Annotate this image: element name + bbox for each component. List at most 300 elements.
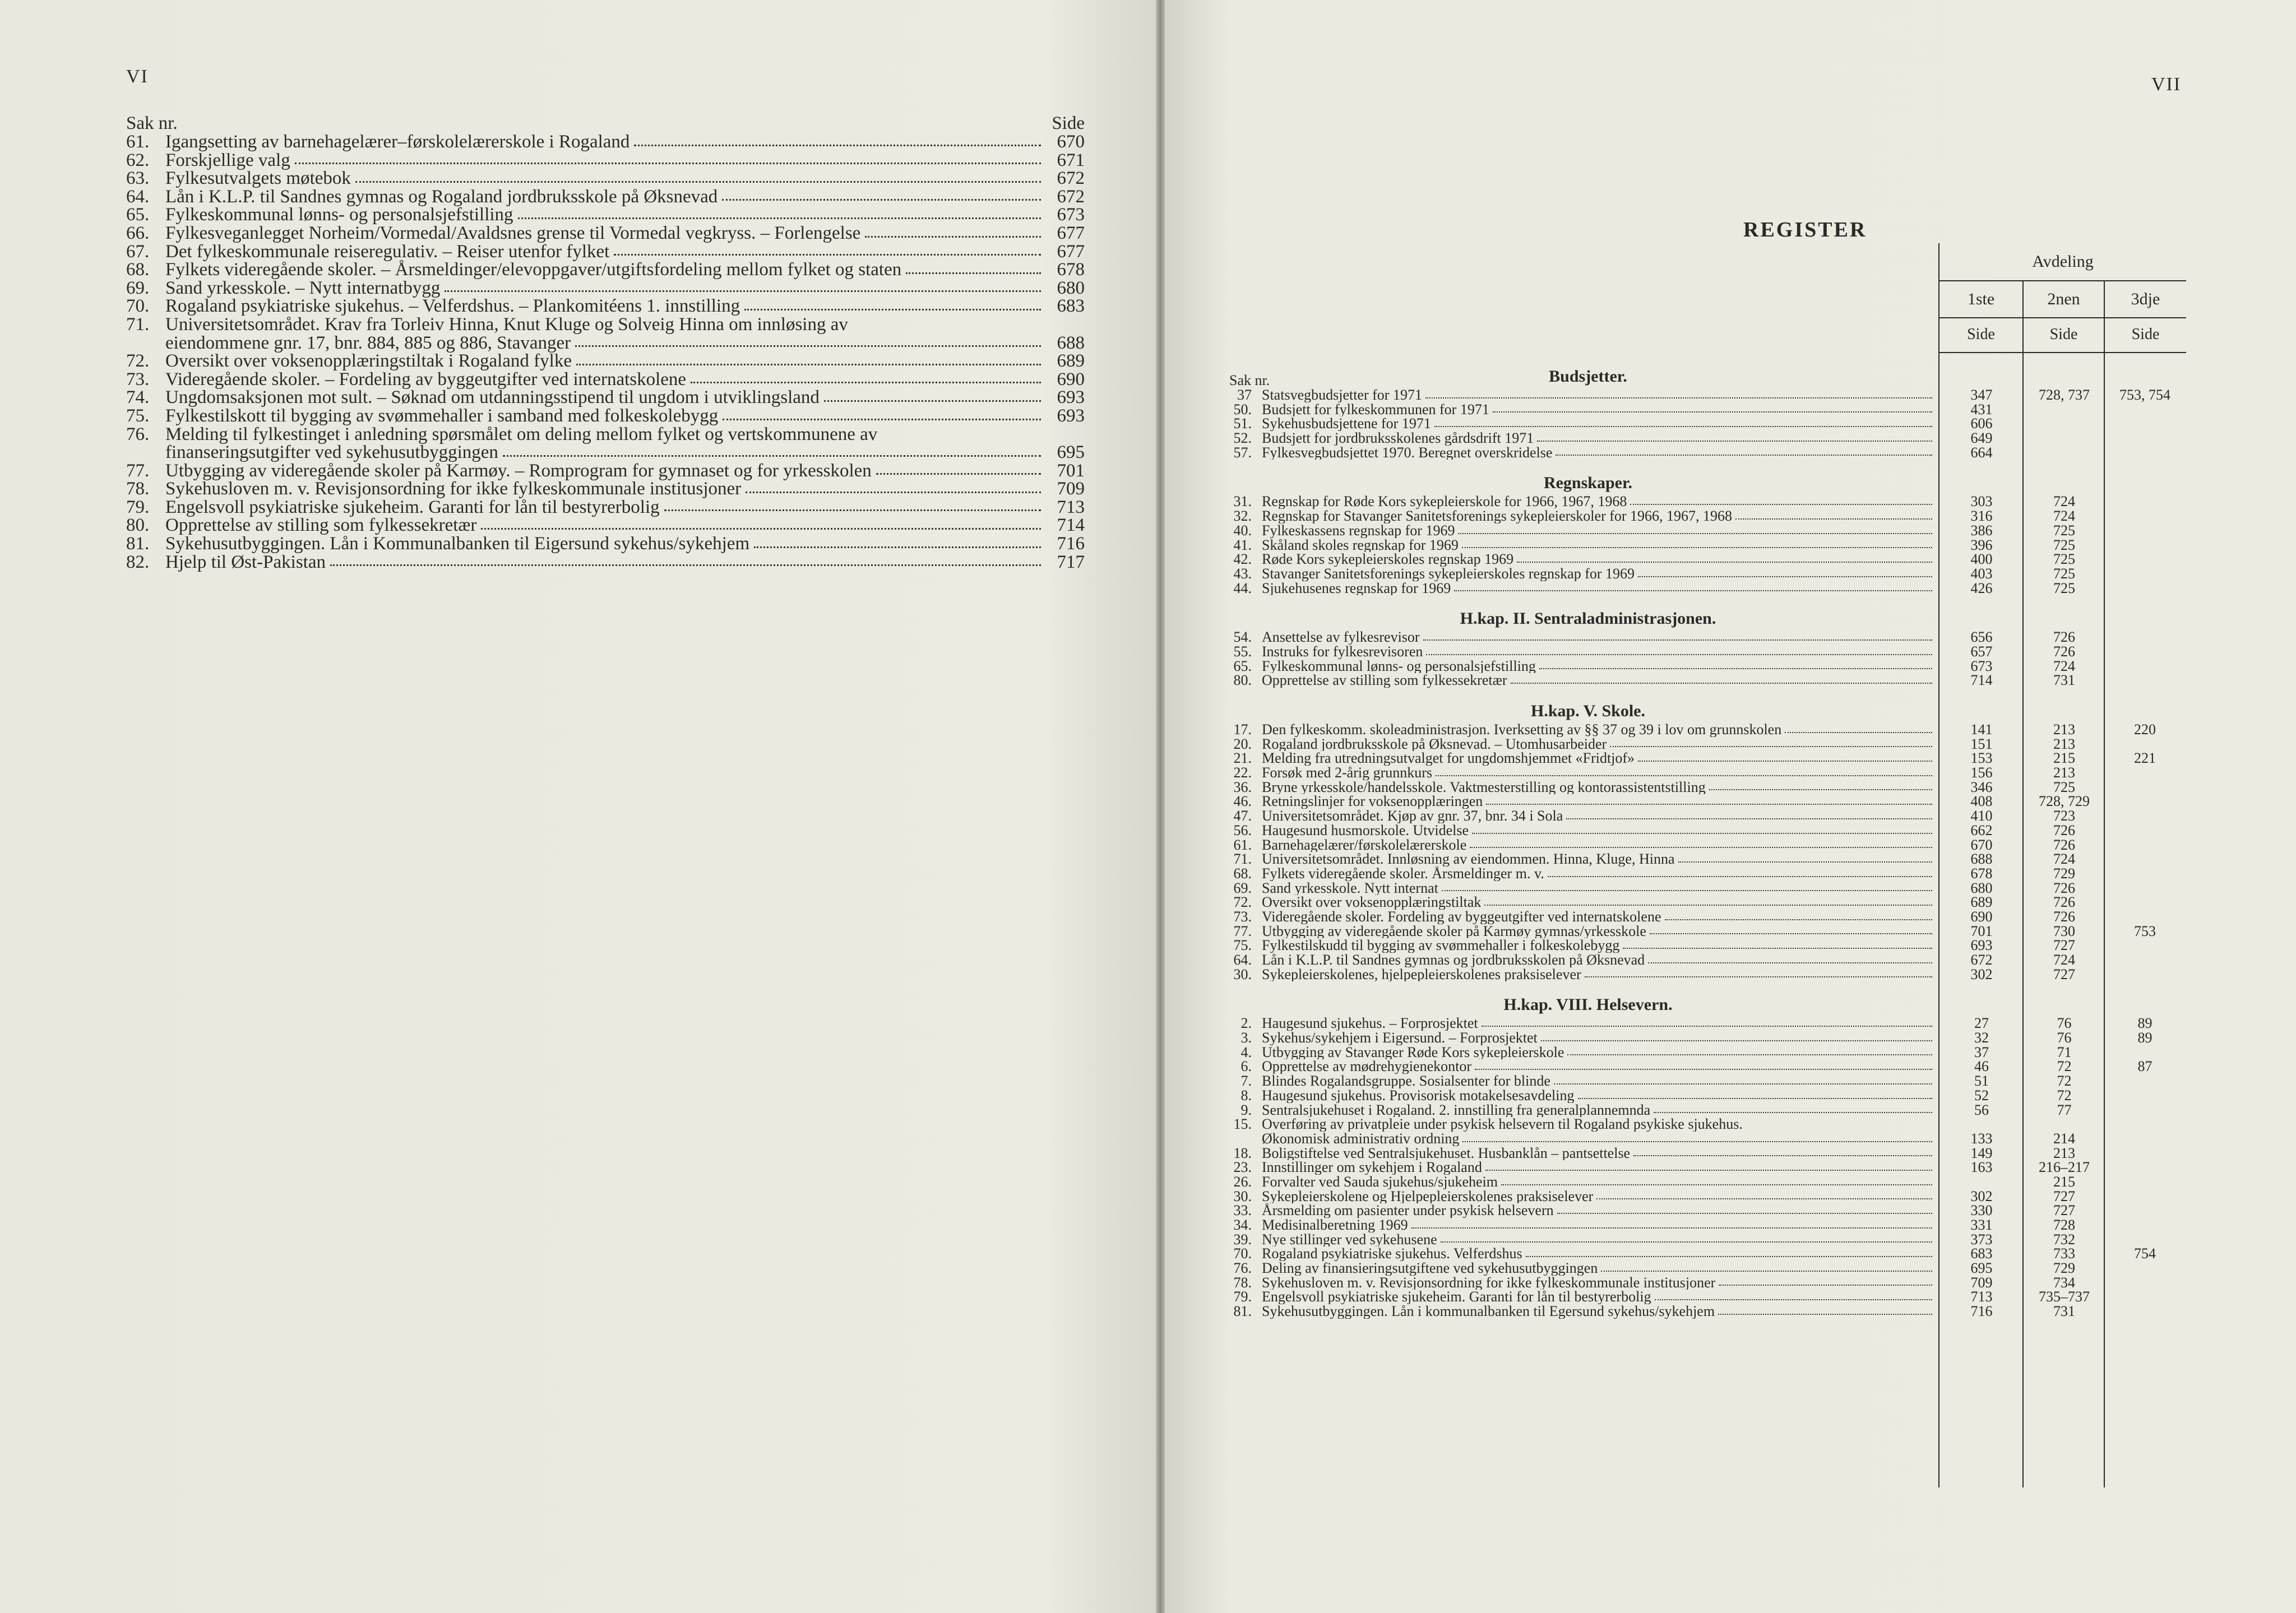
row-page-2nen: 71 [2057,1044,2072,1060]
row-title [1262,881,1936,896]
dot-leader [1554,1083,1932,1084]
dot-leader [1541,1040,1932,1041]
row-title [1262,938,1936,953]
book-gutter [1156,0,1165,1613]
dot-leader [691,382,1041,383]
row-sak-nr: 37 [1237,387,1252,403]
dot-leader [1436,775,1932,776]
row-page-1ste: 680 [1970,879,1993,896]
register-row [1229,538,2185,553]
row-page-1ste: 346 [1970,778,1993,795]
row-sak-nr: 41. [1233,536,1252,553]
row-title-text: Forsøk med 2-årig grunnkurs [1262,766,1433,780]
row-sak-nr: 6. [1240,1058,1252,1075]
row-title-text: Sentralsjukehuset i Rogaland. 2. innstilling fra generalplannemnda [1262,1102,1651,1118]
row-page-1ste: 403 [1970,565,1993,582]
dot-leader [754,546,1041,548]
dot-leader [330,564,1041,566]
section-spacer [1229,595,2185,608]
row-page-1ste: 302 [1970,966,1993,982]
row-title [1262,1132,1936,1146]
row-title-text: Rogaland psykiatriske sjukehus. Velferdshus [1262,1246,1522,1262]
section-title: H.kap. II. Sentraladministrasjonen. [1460,609,1716,628]
row-page-1ste: 330 [1970,1202,1993,1219]
row-page-3dje: 221 [2134,750,2156,767]
right-page-number: VII [2151,74,2182,95]
row-title-text: Universitetsområdet. Innløsning av eiendommen. Hinna, Kluge, Hinna [1262,852,1675,866]
row-page-2nen: 725 [2053,565,2075,582]
column-1ste: 1ste [1938,281,2022,318]
dot-leader [1633,1155,1932,1156]
dot-leader [722,199,1041,201]
row-page-3dje: 753 [2134,923,2156,939]
dot-leader [1485,1170,1932,1171]
toc-entry-number: 76. [126,424,150,444]
dot-leader [295,163,1041,164]
toc-entry-title: Lån i K.L.P. til Sandnes gymnas og Rogaland jordbruksskole på Øksnevad [165,186,718,207]
toc-entry [126,169,1085,188]
row-title-text: Fylkeskassens regnskap for 1969 [1262,523,1455,538]
row-title-text: Regnskap for Stavanger Sanitetsforenings sykepleierskoler for 1966, 1967, 1968 [1262,509,1733,523]
toc-entry-page: 714 [1057,515,1085,536]
row-page-1ste: 151 [1970,735,1993,752]
column-1ste-unit: Side [1938,317,2022,353]
row-title-text: Boligstiftelse ved Sentralsjukehuset. Husbanklån – pantsettelse [1262,1146,1631,1161]
column-2nen-unit: Side [2022,317,2104,353]
row-page-1ste: 32 [1974,1030,1989,1046]
row-title [1262,388,1936,402]
register-row [1229,967,2185,982]
table-of-contents [126,114,1085,571]
register-row [1229,1203,2185,1218]
row-page-1ste: 662 [1970,822,1993,838]
row-page-1ste: 27 [1974,1015,1989,1032]
row-page-2nen: 732 [2053,1231,2075,1248]
row-title-text: Fylkesvegbudsjettet 1970. Beregnet overskridelse [1262,445,1553,460]
section-spacer [1229,981,2185,994]
row-page-2nen: 728, 729 [2039,793,2090,810]
row-sak-nr: 51. [1233,415,1252,432]
row-title-text: Haugesund sjukehus. – Forprosjektet [1262,1016,1478,1031]
row-title [1262,852,1936,866]
toc-entry-title: Engelsvoll psykiatriske sjukeheim. Garanti for lån til bestyrerbolig [165,497,660,517]
dot-leader [1501,1184,1932,1185]
register-row [1229,630,2185,645]
row-page-1ste: 713 [1970,1288,1993,1305]
dot-leader [1486,804,1932,805]
toc-entry-number: 62. [126,150,150,170]
toc-entry [126,370,1085,389]
row-page-1ste: 426 [1970,580,1993,596]
row-title-text: Opprettelse av stilling som fylkessekretær [1262,673,1507,688]
row-title [1262,1059,1936,1074]
dot-leader [614,254,1041,256]
register-row [1229,881,2185,896]
row-sak-nr: 43. [1233,565,1252,582]
row-sak-nr: 61. [1233,836,1252,853]
row-page-1ste: 347 [1970,387,1993,403]
row-page-2nen: 724 [2053,952,2075,968]
dot-leader [1475,1069,1932,1070]
toc-entry-page: 688 [1057,332,1085,353]
row-sak-nr: 3. [1240,1030,1252,1046]
row-title-text: Medisinalberetning 1969 [1262,1218,1408,1232]
row-title-text: Bryne yrkesskole/handelsskole. Vaktmesterstilling og kontorassistentstilling [1262,780,1706,795]
row-page-1ste: 410 [1970,808,1993,824]
toc-entry-number: 67. [126,241,150,262]
row-sak-nr: 64. [1233,952,1252,968]
toc-entries [126,133,1085,571]
column-group-label: Avdeling [1938,243,2186,281]
toc-entry-title: Utbygging av videregående skoler på Karmøy. – Romprogram for gymnaset og for yrkesskolen [165,460,872,481]
row-page-1ste: 331 [1970,1217,1993,1233]
toc-entry [126,279,1085,298]
dot-leader [664,509,1041,511]
toc-entry-number: 81. [126,534,150,554]
toc-entry-page: 680 [1057,277,1085,298]
dot-leader [1785,732,1932,733]
register-row [1229,1175,2185,1189]
register-row [1229,1232,2185,1247]
dot-leader [634,145,1041,146]
toc-entry [126,462,1085,480]
row-title-text: Sykehusbudsjettene for 1971 [1262,416,1431,432]
dot-leader [1654,1112,1932,1113]
row-title [1262,567,1936,581]
sak-nr-label: Sak nr. [1229,372,1270,388]
dot-leader [1665,919,1933,920]
register-row [1229,1045,2185,1060]
toc-entry-number: 73. [126,369,150,390]
row-page-1ste: 156 [1970,764,1993,781]
row-page-2nen: 213 [2053,735,2075,752]
row-page-1ste: 37 [1974,1044,1989,1060]
row-page-1ste: 56 [1974,1101,1989,1118]
section-spacer [1229,460,2185,472]
row-title-text: Haugesund sjukehus. Provisorisk motakelsesavdeling [1262,1088,1575,1103]
row-title-text: Stavanger Sanitetsforenings sykepleierskoles regnskap for 1969 [1262,566,1635,581]
dot-leader [1735,518,1932,520]
row-title [1262,494,1936,509]
row-title [1262,1016,1936,1031]
row-page-1ste: 141 [1970,721,1993,738]
row-page-2nen: 727 [2053,1202,2075,1219]
register-row [1229,1031,2185,1045]
register-row [1229,416,2185,431]
row-page-1ste: 695 [1970,1260,1993,1277]
row-title [1262,552,1936,567]
register-row [1229,645,2185,659]
row-page-2nen: 215 [2053,1173,2075,1190]
row-title-text: Fylkeskommunal lønns- og personalsjefstilling [1262,659,1536,674]
dot-leader [1601,1271,1932,1272]
toc-entry-title: Videregående skoler. – Fordeling av byggeutgifter ved internatskolene [165,369,687,390]
toc-entry [126,425,1085,444]
row-page-2nen: 730 [2053,923,2075,939]
row-sak-nr: 30. [1233,966,1252,982]
row-sak-nr: 31. [1233,493,1252,510]
register-row [1229,659,2185,674]
row-title [1262,1088,1936,1103]
toc-header [126,114,1085,133]
register-table [1229,365,2185,1319]
row-title-text: Rogaland jordbruksskole på Øksnevad. – Utomhusarbeider [1262,736,1607,752]
register-row [1229,953,2185,967]
row-sak-nr: 21. [1233,750,1252,767]
section-title: H.kap. V. Skole. [1531,702,1645,720]
toc-entry [126,516,1085,535]
toc-entry-page: 678 [1057,259,1085,280]
row-page-2nen: 729 [2053,865,2075,882]
row-title-text: Sykepleierskolene og Hjelpepleierskolenes praksiselever [1262,1189,1594,1204]
toc-entry-title: Universitetsområdet. Krav fra Torleiv Hinna, Knut Kluge og Solveig Hinna om innløsing av [165,314,848,335]
row-sak-nr: 33. [1233,1202,1252,1219]
row-title-text: Ansettelse av fylkesrevisor [1262,630,1420,645]
toc-entry-page: 683 [1057,296,1085,317]
row-page-2nen: 728, 737 [2039,387,2090,403]
register-row [1229,523,2185,538]
row-title [1262,659,1936,674]
row-title [1262,1189,1936,1204]
row-title [1262,1290,1936,1304]
toc-entry [126,224,1085,243]
row-sak-nr: 47. [1233,808,1252,824]
row-sak-nr: 20. [1233,735,1252,752]
register-row [1229,567,2185,581]
row-title [1262,751,1936,766]
row-title [1262,967,1936,982]
row-title-text: Instruks for fylkesrevisoren [1262,644,1423,659]
row-page-2nen: 72 [2057,1087,2072,1104]
dot-leader [906,272,1041,274]
row-page-1ste: 716 [1970,1303,1993,1320]
row-title [1262,1175,1936,1189]
row-sak-nr: 34. [1233,1217,1252,1233]
row-title-text: Lån i K.L.P. til Sandnes gymnas og jordbruksskolen på Øksnevad [1262,953,1645,967]
toc-entry [126,480,1085,498]
register-row [1229,1304,2185,1319]
toc-entry [126,206,1085,224]
toc-entry-title: Fylkets videregående skoler. – Årsmeldinger/elevoppgaver/utgiftsfordeling mellom fylket og staten [165,259,902,280]
toc-entry-number: 65. [126,205,150,225]
register-row [1229,1016,2185,1031]
dot-leader [1655,1299,1932,1300]
row-page-2nen: 725 [2053,522,2075,539]
toc-entry-number: 69. [126,277,150,298]
row-sak-nr: 17. [1233,721,1252,738]
row-page-2nen: 724 [2053,508,2075,525]
row-title [1262,630,1936,645]
row-title [1262,431,1936,446]
toc-entry [126,261,1085,279]
dot-leader [1578,1098,1933,1099]
dot-leader [1718,1314,1932,1315]
row-sak-nr: 9. [1240,1101,1252,1118]
row-page-1ste: 649 [1970,430,1993,447]
toc-entry-title: Fylkesveganlegget Norheim/Vormedal/Avaldsnes grense til Vormedal vegkryss. – Forlengelse [165,223,861,243]
section-spacer [1229,688,2185,700]
row-title [1262,1103,1936,1118]
column-2nen: 2nen [2022,281,2104,318]
toc-entry-page: 671 [1057,150,1085,170]
row-page-2nen: 726 [2053,894,2075,911]
dot-leader [575,345,1041,347]
row-page-3dje: 753, 754 [2119,387,2170,403]
toc-entry-title: Ungdomsaksjonen mot sult. – Søknad om utdanningsstipend til ungdom i utviklingsland [165,387,820,408]
row-title-text: Skåland skoles regnskap for 1969 [1262,537,1459,553]
toc-entry-title: Sykehusutbyggingen. Lån i Kommunalbanken til Eigersund sykehus/sykehjem [165,534,750,554]
row-title-text: Sykehusutbyggingen. Lån i kommunalbanken til Egersund sykehus/sykehjem [1262,1304,1715,1319]
row-title [1262,924,1936,939]
row-page-2nen: 76 [2057,1030,2072,1046]
row-sak-nr: 55. [1233,643,1252,660]
toc-entry-title: Forskjellige valg [165,150,290,170]
column-3dje-unit: Side [2104,317,2186,353]
row-page-2nen: 72 [2057,1073,2072,1090]
row-title [1262,1276,1936,1290]
register-row [1229,1261,2185,1276]
row-sak-nr: 75. [1233,937,1252,954]
row-page-1ste: 302 [1970,1188,1993,1204]
row-page-1ste: 153 [1970,750,1993,767]
toc-entry-continuation [126,443,1085,462]
register-row [1229,1059,2185,1074]
dot-leader [1537,441,1932,442]
row-title [1262,1031,1936,1045]
dot-leader [1526,1256,1932,1257]
dot-leader [1630,504,1932,505]
row-sak-nr: 42. [1233,551,1252,568]
row-title [1262,1146,1936,1161]
row-sak-nr: 71. [1233,851,1252,868]
row-page-2nen: 723 [2053,808,2075,824]
dot-leader [1566,818,1932,819]
dot-leader [744,309,1041,310]
dot-leader [1425,397,1932,398]
register-row [1229,751,2185,766]
row-page-1ste: 693 [1970,937,1993,954]
register-row [1229,1146,2185,1161]
row-sak-nr: 68. [1233,865,1252,882]
toc-entry-number: 78. [126,479,150,499]
row-sak-nr: 23. [1233,1159,1252,1176]
toc-entry-title: Fylkesutvalgets møtebok [165,168,351,189]
row-page-2nen: 725 [2053,536,2075,553]
row-title [1262,446,1936,460]
row-page-1ste: 51 [1974,1073,1989,1090]
dot-leader [1454,590,1932,591]
toc-header-side: Side [1052,113,1085,133]
row-title-text: Videregående skoler. Fordeling av byggeutgifter ved internatskolene [1262,909,1661,924]
dot-leader [1458,533,1932,534]
row-sak-nr: 44. [1233,580,1252,596]
register-row [1229,1074,2185,1088]
row-page-1ste: 709 [1970,1274,1993,1291]
row-title-text: Oversikt over voksenopplæringstiltak [1262,895,1482,910]
row-sak-nr: 7. [1240,1073,1252,1090]
toc-entry-number: 64. [126,186,150,207]
row-page-2nen: 213 [2053,764,2075,781]
dot-leader [1623,948,1932,949]
dot-leader [355,181,1041,183]
row-sak-nr: 4. [1240,1044,1252,1060]
row-sak-nr: 54. [1233,629,1252,646]
row-title-text: Røde Kors sykepleierskoles regnskap 1969 [1262,552,1514,567]
toc-entry-title: Igangsetting av barnehagelærer–førskolelærerskole i Rogaland [165,132,630,152]
row-title [1262,581,1936,596]
section-title: Regnskaper. [1543,474,1633,493]
row-page-2nen: 724 [2053,493,2075,510]
row-page-2nen: 731 [2053,672,2075,689]
row-sak-nr: 80. [1233,672,1252,689]
row-page-1ste: 690 [1970,908,1993,925]
row-title-text: Sykehus/sykehjem i Eigersund. – Forprosjektet [1262,1031,1538,1045]
row-sak-nr: 46. [1233,793,1252,810]
register-row [1229,722,2185,737]
toc-entry-number: 79. [126,497,150,517]
row-title-text: Nye stillinger ved sykehusene [1262,1232,1437,1247]
dot-leader [1556,455,1932,456]
dot-leader [1678,861,1932,863]
row-page-2nen: 725 [2053,580,2075,596]
register-row [1229,809,2185,823]
row-sak-nr: 30. [1233,1188,1252,1204]
toc-entry-number: 72. [126,351,150,372]
row-title [1262,1074,1936,1088]
row-title [1262,953,1936,967]
row-page-1ste: 714 [1970,672,1993,689]
register-row [1229,388,2185,402]
toc-entry [126,133,1085,151]
row-page-2nen: 728 [2053,1217,2075,1233]
row-title [1262,538,1936,553]
dot-leader [1411,1227,1932,1229]
row-sak-nr: 57. [1233,444,1252,461]
toc-entry [126,553,1085,572]
row-page-3dje: 89 [2137,1015,2152,1032]
register-row [1229,1088,2185,1103]
row-page-3dje: 89 [2137,1030,2152,1046]
row-title-text: Fylkets videregående skoler. Årsmeldinger m. v. [1262,866,1544,881]
row-page-2nen: 213 [2053,721,2075,738]
toc-entry-page: 672 [1057,168,1085,189]
register-row [1229,1103,2185,1118]
toc-entry-title-continued: eiendommene gnr. 17, bnr. 884, 885 og 886, Stavanger [165,332,571,353]
row-title [1262,509,1936,523]
row-title-text: Overføring av privatpleie under psykisk helsevern til Rogaland psykiske sjukehus. [1262,1117,1743,1132]
row-page-2nen: 726 [2053,629,2075,646]
row-page-1ste: 400 [1970,551,1993,568]
row-page-1ste: 672 [1970,952,1993,968]
row-sak-nr: 18. [1233,1144,1252,1161]
toc-entry-continuation [126,334,1085,353]
dot-leader [1596,1198,1932,1199]
row-title [1262,1045,1936,1060]
row-title [1262,866,1936,881]
register-row [1229,402,2185,417]
dot-leader [481,528,1041,530]
row-page-1ste: 673 [1970,657,1993,674]
row-title [1262,645,1936,659]
register-row [1229,838,2185,852]
row-page-3dje: 220 [2134,721,2156,738]
toc-entry-title: Rogaland psykiatriske sjukehus. – Velferdshus. – Plankomitéens 1. innstilling [165,296,740,317]
row-page-2nen: 213 [2053,1144,2075,1161]
row-page-2nen: 725 [2053,551,2075,568]
toc-entry-page: 713 [1057,497,1085,517]
toc-entry-number: 66. [126,223,150,243]
row-title [1262,416,1936,431]
